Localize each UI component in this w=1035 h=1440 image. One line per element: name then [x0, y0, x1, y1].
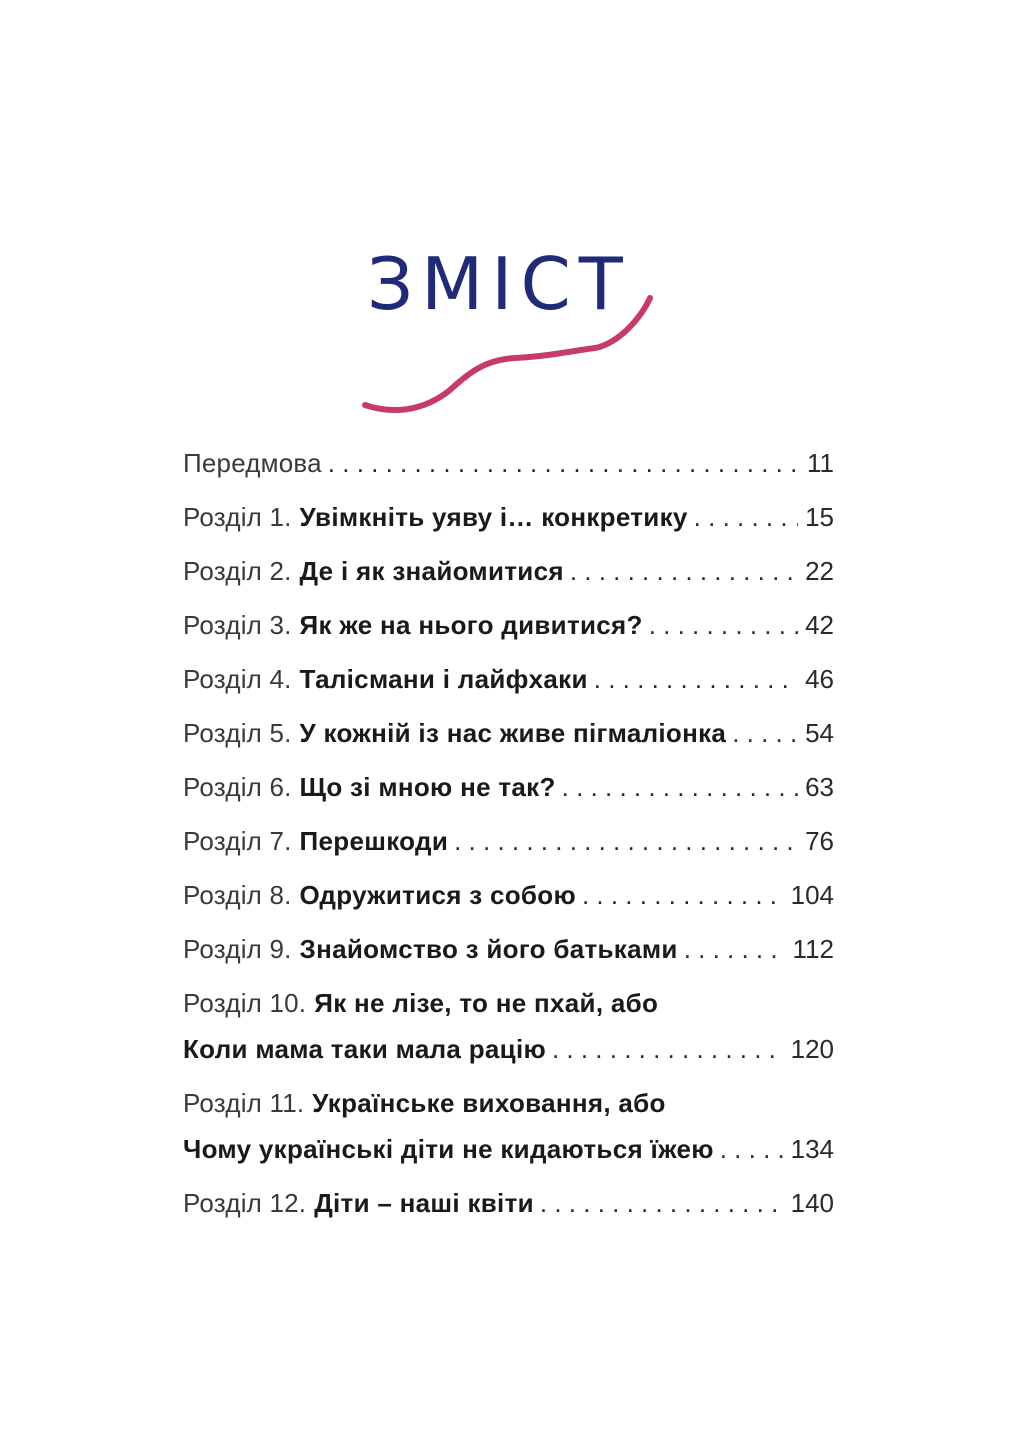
toc-chapter-number: Розділ 9.: [183, 934, 292, 964]
toc-chapter-title: Як не лізе, то не пхай, або: [314, 988, 659, 1018]
toc-chapter-number: Розділ 11.: [183, 1088, 305, 1118]
dot-leader: [552, 1034, 785, 1065]
toc-entry-chapter-8[interactable]: [183, 880, 834, 934]
toc-entry-chapter-4[interactable]: [183, 664, 834, 718]
toc-page-number: 112: [792, 934, 834, 964]
toc-chapter-title: Увімкніть уяву і… конкретику: [299, 502, 688, 532]
dot-leader: [732, 718, 798, 749]
toc-entry-chapter-5[interactable]: [183, 718, 834, 772]
toc-page-number: 76: [805, 826, 834, 856]
dot-leader: [570, 556, 798, 587]
toc-chapter-title: Знайомство з його батьками: [299, 934, 678, 964]
toc-page-number: 104: [790, 880, 834, 910]
dot-leader: [694, 502, 798, 533]
toc-entry-chapter-7[interactable]: [183, 826, 834, 880]
toc-page-number: 54: [805, 718, 834, 748]
toc-page-number: 42: [805, 610, 834, 640]
page-title: ЗМІСТ: [367, 242, 631, 326]
toc-chapter-title: Як же на нього дивитися?: [299, 610, 643, 640]
toc-page-number: 22: [805, 556, 834, 586]
toc-entry-chapter-11-continued[interactable]: [183, 1134, 834, 1188]
toc-page-number: 120: [790, 1034, 834, 1064]
toc-page-number: 46: [805, 664, 834, 694]
toc-chapter-title: Що зі мною не так?: [299, 772, 556, 802]
toc-entry-chapter-1[interactable]: [183, 502, 834, 556]
toc-chapter-number: Розділ 12.: [183, 1188, 307, 1218]
toc-entry-preface[interactable]: [183, 448, 834, 502]
dot-leader: [582, 880, 785, 911]
toc-chapter-number: Розділ 1.: [183, 502, 292, 532]
toc-page-number: 15: [805, 502, 834, 532]
toc-chapter-subtitle: Коли мама таки мала рацію: [183, 1034, 546, 1064]
toc-chapter-number: Розділ 8.: [183, 880, 292, 910]
dot-leader: [594, 664, 798, 695]
toc-chapter-title: Одружитися з собою: [299, 880, 576, 910]
toc-entry-chapter-10-continued[interactable]: [183, 1034, 834, 1088]
dot-leader: [684, 934, 787, 965]
toc-page-number: 140: [790, 1188, 834, 1218]
dot-leader: [649, 610, 798, 641]
toc-entry-chapter-12[interactable]: [183, 1188, 834, 1242]
dot-leader: [540, 1188, 785, 1219]
toc-chapter-number: Розділ 10.: [183, 988, 307, 1018]
toc-chapter-number: Розділ 5.: [183, 718, 292, 748]
toc-entry-chapter-3[interactable]: [183, 610, 834, 664]
table-of-contents: [183, 448, 834, 1242]
dot-leader: [562, 772, 798, 803]
toc-chapter-title: Перешкоди: [299, 826, 449, 856]
toc-chapter-title: Де і як знайомитися: [299, 556, 564, 586]
dot-leader: [454, 826, 798, 857]
toc-entry-label: Передмова: [183, 448, 322, 478]
toc-chapter-subtitle: Чому українські діти не кидаються їжею: [183, 1134, 714, 1164]
toc-chapter-number: Розділ 3.: [183, 610, 292, 640]
toc-chapter-title: У кожній із нас живе пігмаліонка: [299, 718, 727, 748]
toc-chapter-title: Українське виховання, або: [312, 1088, 666, 1118]
toc-entry-chapter-11[interactable]: [183, 1088, 834, 1134]
toc-entry-chapter-2[interactable]: [183, 556, 834, 610]
toc-page-number: 11: [807, 448, 834, 478]
toc-page-number: 63: [805, 772, 834, 802]
toc-chapter-number: Розділ 4.: [183, 664, 292, 694]
toc-chapter-number: Розділ 2.: [183, 556, 292, 586]
toc-chapter-number: Розділ 7.: [183, 826, 292, 856]
toc-entry-chapter-10[interactable]: [183, 988, 834, 1034]
toc-chapter-title: Діти – наші квіти: [314, 1188, 534, 1218]
dot-leader: [720, 1134, 785, 1165]
toc-chapter-number: Розділ 6.: [183, 772, 292, 802]
contents-heading: [355, 240, 675, 410]
toc-chapter-title: Талісмани і лайфхаки: [299, 664, 588, 694]
dot-leader: [328, 448, 798, 479]
toc-entry-chapter-6[interactable]: [183, 772, 834, 826]
toc-entry-chapter-9[interactable]: [183, 934, 834, 988]
toc-page-number: 134: [790, 1134, 834, 1164]
